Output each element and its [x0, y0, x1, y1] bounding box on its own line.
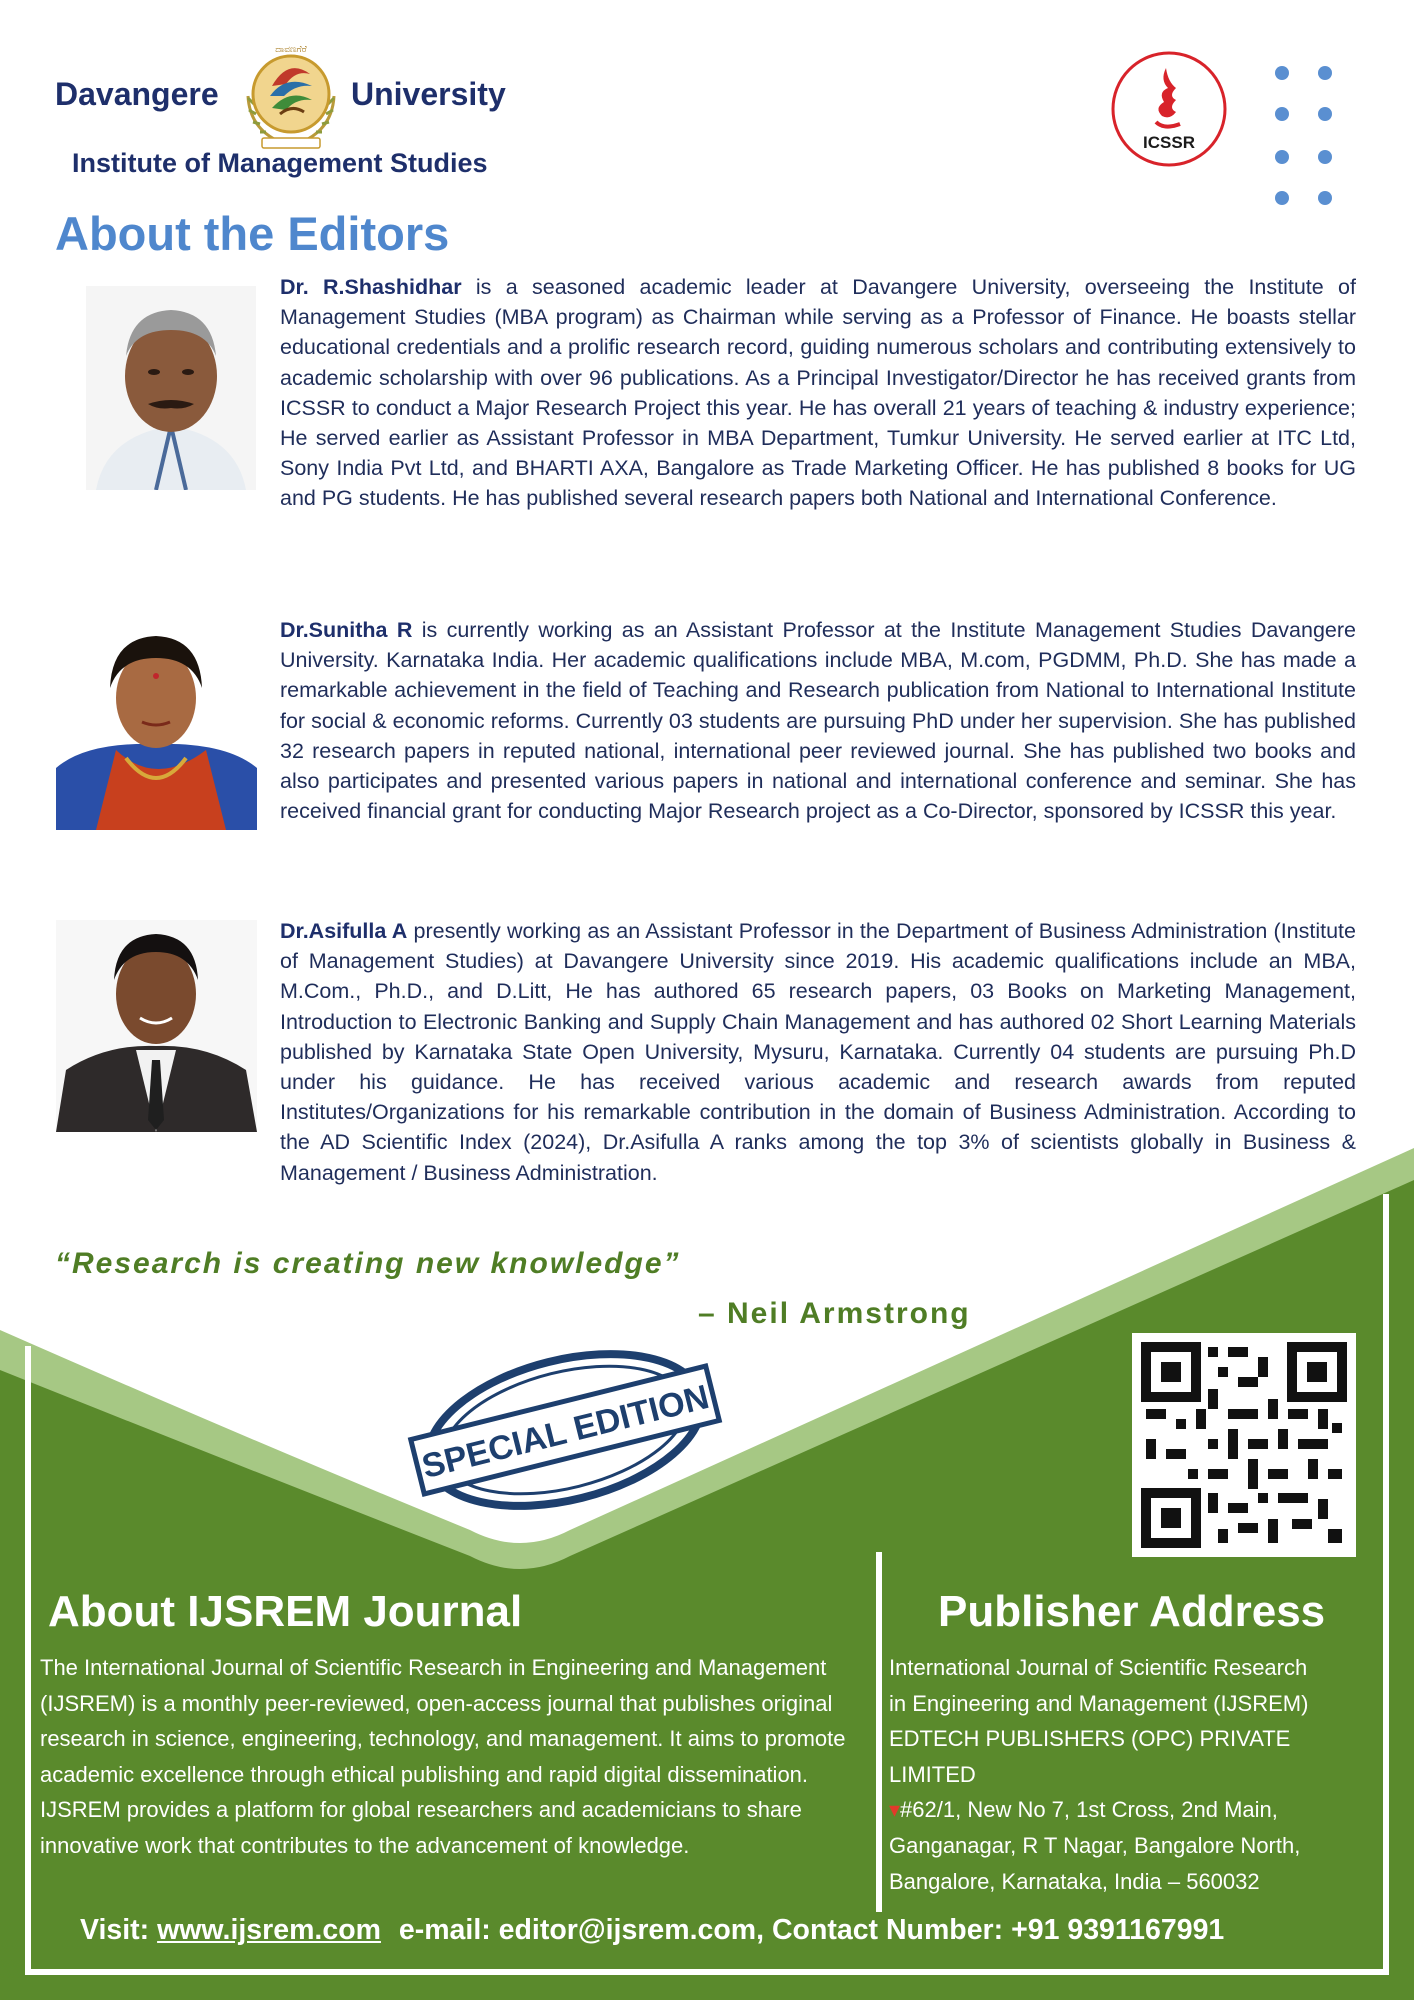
- page-title: About the Editors: [55, 207, 450, 260]
- publisher-line: International Journal of Scientific Research: [889, 1655, 1308, 1680]
- svg-text:ದಾವಣಗೆರೆ: ದಾವಣಗೆರೆ: [275, 45, 307, 55]
- editor-name: Dr. R.Shashidhar: [280, 275, 462, 299]
- publisher-line: LIMITED: [889, 1761, 976, 1787]
- university-name-left: Davangere: [55, 76, 219, 112]
- email-label: e-mail:: [398, 1914, 491, 1946]
- editor-bio-text: is currently working as an Assistant Professor at the Institute Management Studies Davangere University. Karnataka India. Her academic qualifications include MBA, M.com, PGDMM, Ph.D. She has made a remarkable achievement in the field of Teaching and Research publication from National to International Institute for social & economic reforms. Currently 03 students are pursuing PhD under her supervision. She has published 32 research papers in reputed national, international peer reviewed journal. She has published two books and also participates and presented various papers in national and international conference and seminar. She has received financial grant for conducting Major Research project as a Co-Director, sponsored by ICSSR this year.: [280, 618, 1357, 824]
- publisher-address: [889, 1650, 1389, 1899]
- publisher-line: EDTECH PUBLISHERS (OPC) PRIVATE: [889, 1726, 1291, 1752]
- quote-author: – Neil Armstrong: [698, 1297, 971, 1330]
- contact-line: [80, 1914, 1224, 1947]
- editor-bio-text: presently working as an Assistant Professor in the Department of Business Administration (Institute of Management Studies) at Davangere University since 2019. His academic qualifications include an MBA, M.Com., Ph.D., and D.Litt, He has authored 65 research papers, 03 Books on Marketing Management, Introduction to Electronic Banking and Supply Chain Management and has authored 02 Short Learning Materials published by Karnataka State Open University, Mysuru, Karnataka. Currently 04 students are pursuing Ph.D under his guidance. He has received various academic and research awards from reputed Institutes/Organizations for his remarkable contribution in the domain of Business Administration. According to the AD Scientific Index (2024), Dr.Asifulla A ranks among the top 3% of scientists globally in Business & Management / Business Administration.: [280, 919, 1356, 1185]
- qr-code-icon: [1132, 1333, 1356, 1557]
- phone-number[interactable]: +91 9391167991: [1011, 1914, 1225, 1946]
- stamp-icon: [405, 1340, 725, 1520]
- editor-name: Dr.Sunitha R: [280, 618, 413, 642]
- website-link[interactable]: www.ijsrem.com: [157, 1914, 381, 1946]
- quote-text: “Research is creating new knowledge”: [55, 1247, 681, 1280]
- special-edition-stamp: [405, 1340, 725, 1520]
- contact-label: Contact Number:: [771, 1914, 1004, 1946]
- editor-name: Dr.Asifulla A: [280, 919, 408, 943]
- visit-label: Visit:: [80, 1914, 150, 1946]
- email-link[interactable]: editor@ijsrem.com,: [498, 1914, 765, 1946]
- about-journal-title: About IJSREM Journal: [48, 1587, 523, 1636]
- publisher-line: in Engineering and Management (IJSREM): [889, 1690, 1309, 1716]
- editor-bio-text: is a seasoned academic leader at Davangere University, overseeing the Institute of Management Studies (MBA program) as Chairman while serving as a Professor of Finance. He boasts stellar educational credentials and a prolific research record, guiding numerous scholars and contributing extensively to academic scholarship with over 96 publications. As a Principal Investigator/Director he has received grants from ICSSR to conduct a Major Research Project this year. He has overall 21 years of teaching & industry experience; He served earlier as Assistant Professor in MBA Department, Tumkur University. He served earlier at ITC Ltd, Sony India Pvt Ltd, and BHARTI AXA, Bangalore as Trade Marketing Officer. He has published 8 books for UG and PG students. He has published several research papers both National and International Conference.: [280, 275, 1356, 511]
- publisher-address-line: #62/1, New No 7, 1st Cross, 2nd Main,: [900, 1797, 1278, 1823]
- institute-name: Institute of Management Studies: [72, 148, 488, 178]
- location-pin-icon: ▾: [889, 1797, 901, 1823]
- qr-code[interactable]: [1132, 1333, 1356, 1557]
- about-journal-text: The International Journal of Scientific Research in Engineering and Management (IJSREM) is a monthly peer-reviewed, open-access journal that publishes original research in science, engineering, technology, and management. It aims to promote academic excellence through ethical publishing and rapid digital dissemination. IJSREM provides a platform for global researchers and academicians to share innovative work that contributes to the advancement of knowledge.: [40, 1655, 846, 1858]
- publisher-line: Ganganagar, R T Nagar, Bangalore North,: [889, 1832, 1301, 1858]
- stamp-text: SPECIAL EDITION: [418, 1377, 713, 1486]
- publisher-line: Bangalore, Karnataka, India – 560032: [889, 1868, 1260, 1894]
- icssr-label: ICSSR: [1143, 133, 1195, 152]
- publisher-title: Publisher Address: [938, 1587, 1326, 1636]
- university-name-right: University: [351, 76, 506, 112]
- publisher-line: [889, 1792, 1389, 1828]
